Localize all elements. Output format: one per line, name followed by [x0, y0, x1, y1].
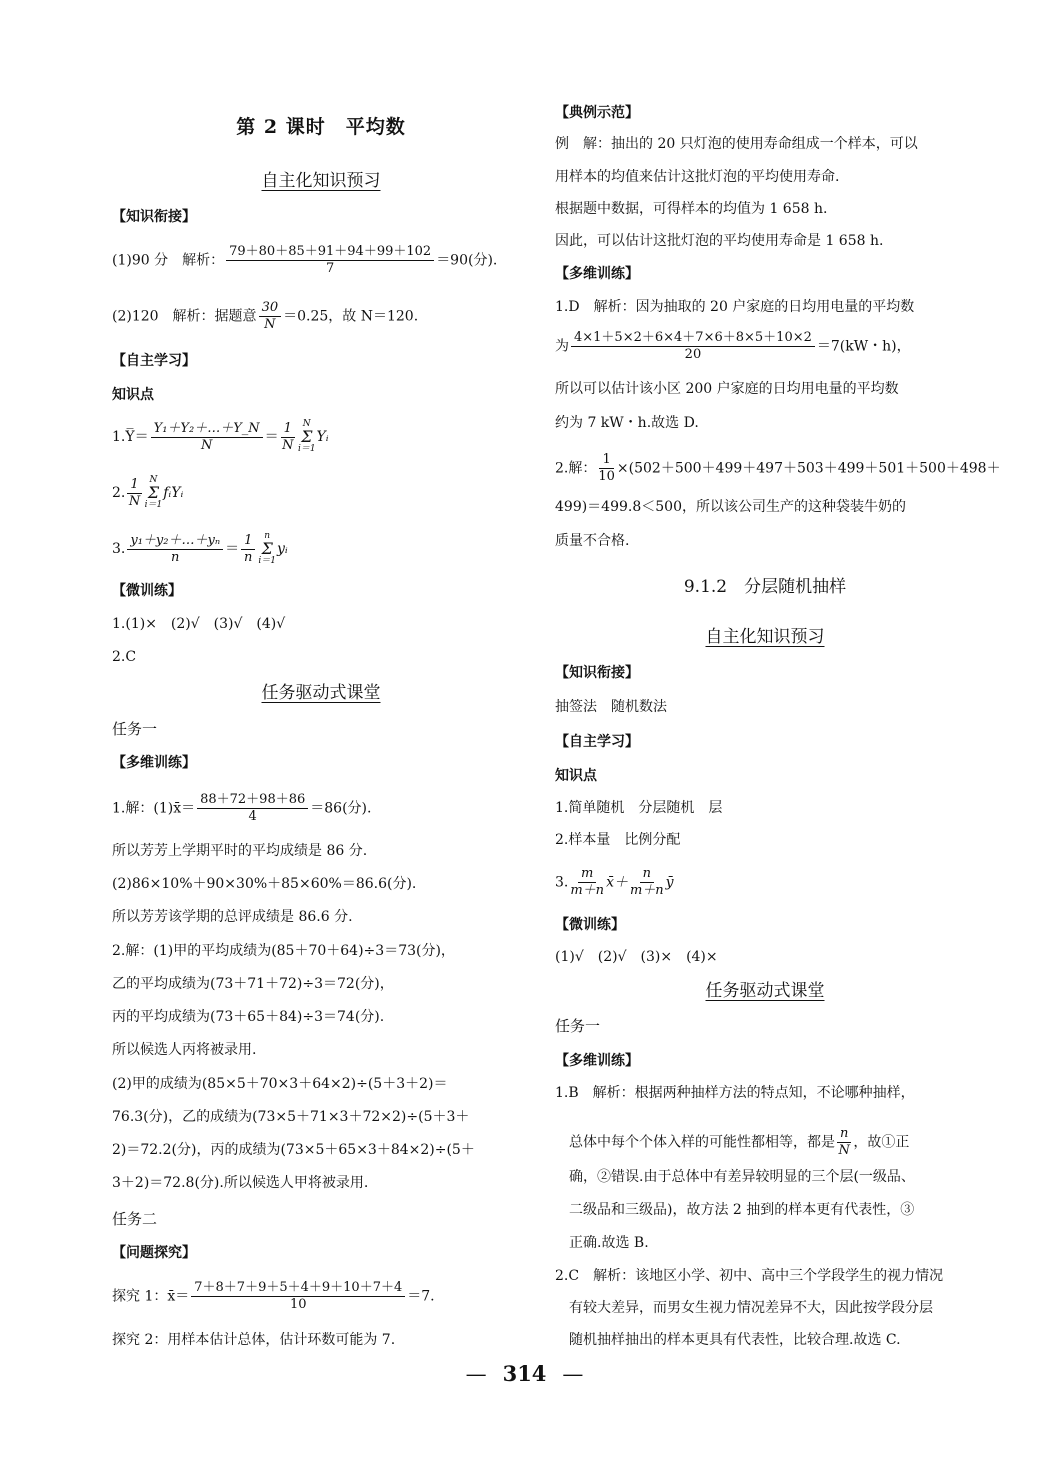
- fraction: $\frac{1}{n}$: [241, 533, 255, 566]
- heading-example: 【典例示范】: [555, 105, 639, 121]
- heading-problem-explore: 【问题探究】: [112, 1245, 196, 1261]
- example-line-4: 因此，可以估计这批灯泡的平均使用寿命是 1 658 h.: [555, 233, 884, 249]
- footer-dash-right: —: [562, 1362, 584, 1386]
- heading-micro-training: 【微训练】: [112, 583, 182, 599]
- knowledge-point-1: 1.简单随机 分层随机 层: [555, 800, 723, 816]
- sum-symbol: n Σ i＝1: [258, 531, 276, 566]
- fraction: $\frac{n}{N}$: [838, 1126, 850, 1158]
- fraction: $\frac{79+80+85+91+94+99+102}{7}$: [226, 244, 434, 277]
- fraction: $\frac{n}{m+n}$: [629, 866, 664, 898]
- section-heading-preview: 自主化知识预习: [261, 171, 381, 191]
- fraction: $\frac{30}{N}$: [259, 300, 282, 333]
- solution-2-line-6: 76.3(分)，乙的成绩为(73×5＋71×3＋72×2)÷(5＋3＋: [112, 1109, 470, 1125]
- label-knowledge-points: 知识点: [112, 387, 154, 403]
- solution-2-line-2: 乙的平均成绩为(73＋71＋72)÷3＝72(分)，: [112, 976, 394, 992]
- multi-2-line-2: 499)＝499.8＜500，所以该公司生产的这种袋装牛奶的: [555, 499, 906, 515]
- section-heading-classroom: 任务驱动式课堂: [261, 683, 381, 703]
- multi-2-line-1: 2.解： $\frac{1}{10}$ ×(502＋500＋499＋497＋503＋499＋501＋500＋498＋: [555, 452, 1001, 484]
- micro-answer-r: (1)√ (2)√ (3)× (4)×: [555, 949, 718, 965]
- section-heading-preview-r: 自主化知识预习: [705, 627, 825, 647]
- fraction: $\frac{4\times 1+5\times 2+6\times 4+7\times 6+8\times 5+10\times 2}{20}$: [571, 330, 815, 363]
- multi-1-line-1: 1.D 解析：因为抽取的 20 户家庭的日均用电量的平均数: [555, 299, 915, 315]
- fraction: $\frac{1}{N}$: [128, 476, 141, 509]
- r1-line-2: 总体中每个个体入样的可能性都相等，都是 $\frac{n}{N}$ ，故①正: [569, 1126, 910, 1158]
- explore-2: 探究 2：用样本估计总体，估计环数可能为 7.: [112, 1332, 396, 1348]
- r2-line-2: 有较大差异，而男女生视力情况差异不大，因此按学段分层: [569, 1300, 933, 1316]
- knowledge-link-answer: 抽签法 随机数法: [555, 699, 667, 715]
- example-line-1: 例 解：抽出的 20 只灯泡的使用寿命组成一个样本，可以: [555, 136, 918, 152]
- formula-1: 1.Y̅＝ $\frac{\text{Y₁＋Y₂＋…＋Y\_N}}{N}$ ＝ $\frac{1}{N}$ N Σ i＝1 Yᵢ: [112, 419, 329, 454]
- heading-knowledge-link: 【知识衔接】: [112, 209, 196, 225]
- fraction: $\frac{\text{y₁＋y₂＋…＋yₙ}}{n}$: [127, 533, 223, 566]
- multi-2-line-3: 质量不合格.: [555, 533, 630, 549]
- fraction: $\frac{\text{Y₁＋Y₂＋…＋Y\_N}}{N}$: [151, 421, 263, 454]
- solution-1-line-3: (2)86×10%＋90×30%＋85×60%＝86.6(分).: [112, 876, 417, 892]
- r1-line-1: 1.B 解析：根据两种抽样方法的特点知，不论哪种抽样，: [555, 1085, 915, 1101]
- footer-dash-left: —: [465, 1362, 487, 1386]
- micro-answer-2: 2.C: [112, 649, 137, 665]
- example-line-3: 根据题中数据，可得样本的均值为 1 658 h.: [555, 201, 828, 217]
- solution-1-line-4: 所以芳芳该学期的总评成绩是 86.6 分.: [112, 909, 353, 925]
- fraction: $\frac{1}{N}$: [282, 420, 294, 453]
- solution-2-line-5: (2)甲的成绩为(85×5＋70×3＋64×2)÷(5＋3＋2)＝: [112, 1076, 448, 1092]
- r1-line-3: 确，②错误.由于总体中有差异较明显的三个层(一级品、: [569, 1169, 915, 1185]
- heading-micro-training-r: 【微训练】: [555, 917, 625, 933]
- sum-symbol: N Σ i＝1: [297, 419, 316, 454]
- formula-2: 2. $\frac{1}{N}$ N Σ i＝1 fᵢYᵢ: [112, 475, 184, 510]
- page-number: 314: [502, 1361, 547, 1386]
- task-one-label-r: 任务一: [555, 1017, 601, 1035]
- heading-multi-training: 【多维训练】: [112, 755, 196, 771]
- knowledge-point-3: 3. $\frac{m}{m+n}$ x̄＋ $\frac{n}{m+n}$ ȳ: [555, 866, 674, 898]
- heading-multi-training-r2: 【多维训练】: [555, 1053, 639, 1069]
- multi-1-line-2: 为 $\frac{4\times 1+5\times 2+6\times 4+7\times 6+8\times 5+10\times 2}{20}$ ＝7(kW・h)，: [555, 330, 911, 362]
- fraction: $\frac{7+8+7+9+5+4+9+10+7+4}{10}$: [191, 1280, 405, 1313]
- fraction: $\frac{88+72+98+86}{4}$: [197, 792, 308, 825]
- label-knowledge-points-r: 知识点: [555, 768, 597, 784]
- page-footer: [0, 1361, 1049, 1386]
- sum-symbol: N Σ i＝1: [144, 475, 163, 510]
- task-one-label: 任务一: [112, 720, 158, 738]
- task-two-label: 任务二: [112, 1210, 158, 1228]
- section-heading-classroom-r: 任务驱动式课堂: [705, 981, 825, 1001]
- formula-3: 3. $\frac{\text{y₁＋y₂＋…＋yₙ}}{n}$ ＝ $\frac{1}{n}$ n Σ i＝1 yᵢ: [112, 531, 288, 566]
- explore-1: 探究 1：x̄＝ $\frac{7+8+7+9+5+4+9+10+7+4}{10}$ ＝7.: [112, 1280, 435, 1312]
- solution-1-line-1: 1.解：(1)x̄＝ $\frac{88+72+98+86}{4}$ ＝86(分).: [112, 792, 372, 824]
- answer-2: (2)120 解析：据题意 $\frac{30}{N}$ ＝0.25，故 N＝120.: [112, 300, 419, 332]
- r1-line-4: 二级品和三级品)，故方法 2 抽到的样本更有代表性，③: [569, 1202, 915, 1218]
- solution-2-line-4: 所以候选人丙将被录用.: [112, 1042, 257, 1058]
- heading-self-study-r: 【自主学习】: [555, 734, 639, 750]
- multi-1-line-4: 约为 7 kW・h.故选 D.: [555, 415, 699, 431]
- r1-line-5: 正确.故选 B.: [569, 1235, 649, 1251]
- micro-answer-1: 1.(1)× (2)√ (3)√ (4)√: [112, 616, 286, 632]
- r2-line-3: 随机抽样抽出的样本更具有代表性，比较合理.故选 C.: [569, 1332, 901, 1348]
- solution-2-line-3: 丙的平均成绩为(73＋65＋84)÷3＝74(分).: [112, 1009, 385, 1025]
- solution-2-line-1: 2.解：(1)甲的平均成绩为(85＋70＋64)÷3＝73(分)，: [112, 943, 455, 959]
- knowledge-point-2: 2.样本量 比例分配: [555, 832, 681, 848]
- answer-1: (1)90 分 解析： $\frac{79+80+85+91+94+99+102}{7}$ ＝90(分).: [112, 244, 498, 276]
- fraction: $\frac{1}{10}$: [598, 452, 615, 484]
- r2-line-1: 2.C 解析：该地区小学、初中、高中三个学段学生的视力情况: [555, 1268, 944, 1284]
- heading-knowledge-link-r: 【知识衔接】: [555, 665, 639, 681]
- fraction: $\frac{m}{m+n}$: [570, 866, 605, 898]
- heading-self-study: 【自主学习】: [112, 353, 196, 369]
- solution-2-line-8: 3＋2)＝72.8(分).所以候选人甲将被录用.: [112, 1175, 369, 1191]
- multi-1-line-3: 所以可以估计该小区 200 户家庭的日均用电量的平均数: [555, 381, 899, 397]
- lesson-title: 第 2 课时 平均数: [236, 116, 406, 138]
- lesson2-title: 9.1.2 分层随机抽样: [683, 577, 847, 597]
- solution-2-line-7: 2)＝72.2(分)，丙的成绩为(73×5＋65×3＋84×2)÷(5＋: [112, 1142, 475, 1158]
- example-line-2: 用样本的均值来估计这批灯泡的平均使用寿命.: [555, 169, 840, 185]
- heading-multi-training-r: 【多维训练】: [555, 266, 639, 282]
- solution-1-line-2: 所以芳芳上学期平时的平均成绩是 86 分.: [112, 843, 368, 859]
